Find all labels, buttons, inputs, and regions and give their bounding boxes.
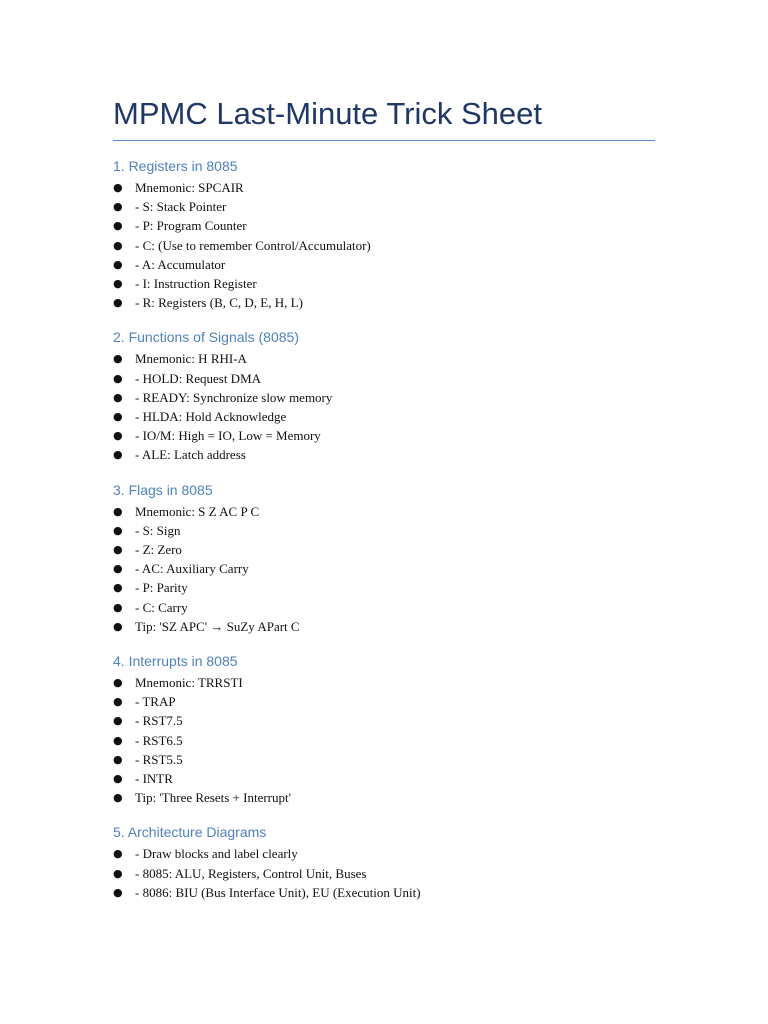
bullet-icon: ●: [113, 238, 123, 252]
list-item-text: - HOLD: Request DMA: [135, 370, 262, 386]
bullet-icon: ●: [113, 523, 123, 537]
list-item: [113, 617, 655, 636]
bullet-icon: ●: [113, 772, 123, 786]
list-item-text: Mnemonic: H RHI-A: [135, 351, 247, 367]
list-item-text: - 8086: BIU (Bus Interface Unit), EU (Execution Unit): [135, 884, 421, 900]
bullet-icon: ●: [113, 885, 123, 899]
section-3: [113, 481, 655, 636]
bullet-icon: ●: [113, 866, 123, 880]
list-item: [113, 750, 655, 769]
list-item-text: - P: Program Counter: [135, 218, 247, 234]
bullet-icon: ●: [113, 296, 123, 310]
section-heading: 5. Architecture Diagrams: [113, 824, 267, 841]
list-item-text: - C: (Use to remember Control/Accumulator): [135, 237, 371, 253]
list-item: [113, 369, 655, 388]
list-item: [113, 521, 655, 540]
section-heading: 4. Interrupts in 8085: [113, 653, 238, 670]
bullet-icon: ●: [113, 847, 123, 861]
list-item-text: - R: Registers (B, C, D, E, H, L): [135, 295, 303, 311]
list-item-text: Mnemonic: TRRSTI: [135, 675, 243, 691]
list-item-text: Mnemonic: SPCAIR: [135, 180, 244, 195]
bullet-icon: ●: [113, 410, 123, 424]
section-heading: 1. Registers in 8085: [113, 158, 238, 174]
bullet-icon: ●: [113, 619, 123, 633]
list-item: [113, 293, 655, 312]
list-item: [113, 178, 655, 197]
list-item: [113, 578, 655, 597]
list-item: [113, 236, 655, 255]
list-item: [113, 502, 655, 521]
bullet-icon: ●: [113, 752, 123, 766]
bullet-icon: ●: [113, 390, 123, 404]
list-item-text: - READY: Synchronize slow memory: [135, 389, 333, 405]
section-1: [113, 157, 655, 312]
bullet-icon: ●: [113, 581, 123, 595]
section-2: [113, 328, 655, 464]
bullet-icon: ●: [113, 543, 123, 557]
list-item: [113, 255, 655, 274]
list-item: [113, 540, 655, 559]
bullet-icon: ●: [113, 219, 123, 233]
list-item-text: - RST6.5: [135, 732, 183, 748]
bullet-list: [113, 349, 655, 464]
section-4: [113, 652, 655, 807]
list-item-text: - 8085: ALU, Registers, Control Unit, Buses: [135, 865, 367, 881]
list-item: [113, 216, 655, 235]
bullet-list: [113, 502, 655, 636]
list-item-text: - AC: Auxiliary Carry: [135, 561, 249, 577]
list-item-text: - HLDA: Hold Acknowledge: [135, 409, 287, 425]
list-item: [113, 864, 655, 883]
bullet-icon: ●: [113, 695, 123, 709]
list-item: [113, 559, 655, 578]
list-item-text: - RST7.5: [135, 713, 183, 729]
list-item-text: - IO/M: High = IO, Low = Memory: [135, 428, 321, 444]
list-item-text: - S: Stack Pointer: [135, 199, 227, 215]
bullet-icon: ●: [113, 429, 123, 443]
bullet-icon: ●: [113, 371, 123, 385]
list-item-text: Tip: 'SZ APC' → SuZy APart C: [135, 618, 300, 634]
list-item: [113, 844, 655, 863]
bullet-icon: ●: [113, 200, 123, 214]
list-item-text: - S: Sign: [135, 522, 181, 538]
list-item-text: - P: Parity: [135, 580, 188, 596]
list-item: [113, 274, 655, 293]
sections-container: [113, 157, 655, 902]
section-5: [113, 823, 655, 902]
bullet-icon: ●: [113, 352, 123, 366]
bullet-icon: ●: [113, 257, 123, 271]
list-item: [113, 445, 655, 464]
bullet-icon: ●: [113, 448, 123, 462]
list-item-text: - I: Instruction Register: [135, 276, 257, 292]
list-item: [113, 598, 655, 617]
bullet-icon: ●: [113, 562, 123, 576]
list-item-text: - TRAP: [135, 694, 176, 710]
bullet-list: [113, 178, 655, 312]
list-item-text: Mnemonic: S Z AC P C: [135, 503, 260, 519]
list-item: [113, 692, 655, 711]
list-item-text: Tip: 'Three Resets + Interrupt': [135, 790, 291, 806]
list-item: [113, 673, 655, 692]
list-item: [113, 711, 655, 730]
bullet-list: [113, 673, 655, 807]
bullet-icon: ●: [113, 504, 123, 518]
list-item-text: - Z: Zero: [135, 542, 182, 558]
list-item-text: - Draw blocks and label clearly: [135, 846, 298, 862]
list-item-text: - C: Carry: [135, 599, 188, 615]
list-item-text: - ALE: Latch address: [135, 447, 246, 463]
page-title: MPMC Last-Minute Trick Sheet: [113, 94, 655, 141]
bullet-list: [113, 844, 655, 902]
section-heading: 2. Functions of Signals (8085): [113, 329, 299, 346]
list-item: [113, 731, 655, 750]
list-item: [113, 349, 655, 368]
list-item: [113, 788, 655, 807]
list-item-text: - INTR: [135, 771, 173, 787]
list-item: [113, 883, 655, 902]
list-item-text: - RST5.5: [135, 751, 183, 767]
bullet-icon: ●: [113, 600, 123, 614]
list-item-text: - A: Accumulator: [135, 256, 226, 272]
bullet-icon: ●: [113, 791, 123, 805]
list-item: [113, 197, 655, 216]
bullet-icon: ●: [113, 676, 123, 690]
list-item: [113, 426, 655, 445]
bullet-icon: ●: [113, 733, 123, 747]
bullet-icon: ●: [113, 181, 123, 194]
bullet-icon: ●: [113, 714, 123, 728]
section-heading: 3. Flags in 8085: [113, 481, 213, 498]
list-item: [113, 388, 655, 407]
list-item: [113, 407, 655, 426]
list-item: [113, 769, 655, 788]
bullet-icon: ●: [113, 277, 123, 291]
